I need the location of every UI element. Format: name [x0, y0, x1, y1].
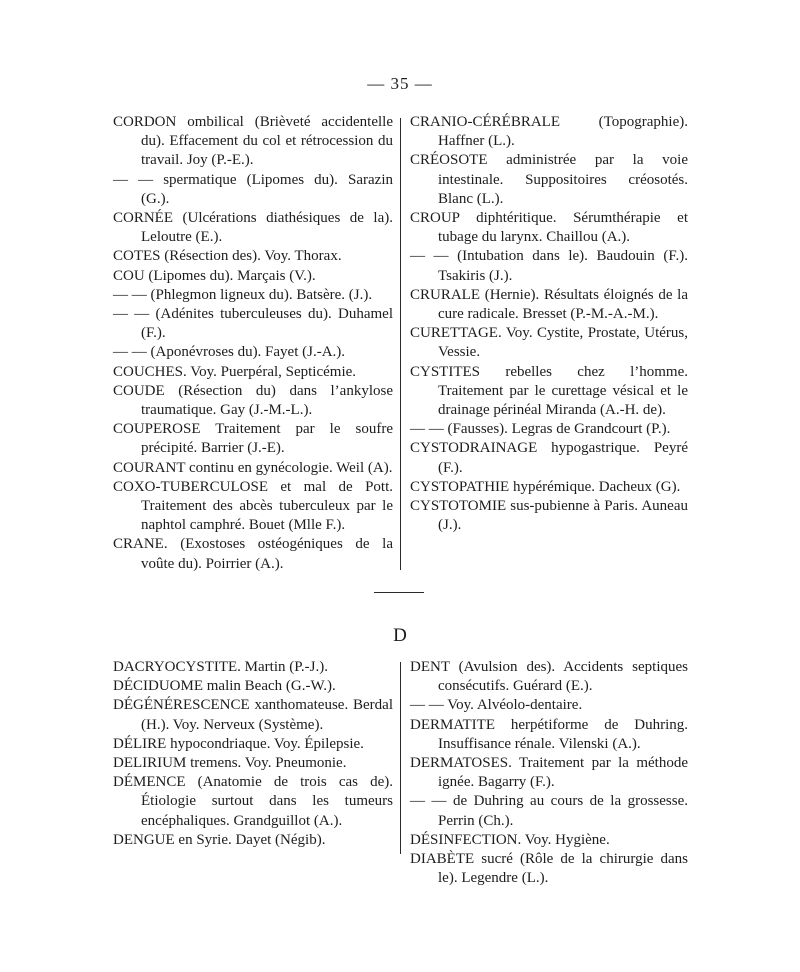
index-entry: DÉMENCE (Anatomie de trois cas de). Étiologie surtout dans les tumeurs encéphaliques. Grandguillot (A.).: [113, 774, 393, 829]
index-entry: CORNÉE (Ulcérations diathésiques de la). Leloutre (E.).: [113, 210, 393, 246]
index-entry: — — de Duhring au cours de la grossesse. Perrin (Ch.).: [410, 793, 688, 829]
index-column-right-d: [410, 658, 688, 888]
index-entry: — — (Fausses). Legras de Grandcourt (P.).: [410, 421, 671, 438]
column-divider: [400, 662, 401, 854]
index-entry: DÉLIRE hypocondriaque. Voy. Épilepsie.: [113, 735, 364, 752]
index-entry: COTES (Résection des). Voy. Thorax.: [113, 248, 342, 265]
index-entry: — — (Phlegmon ligneux du). Batsère. (J.).: [113, 286, 373, 303]
index-entry: CROUP diphtéritique. Sérumthérapie et tubage du larynx. Chaillou (A.).: [410, 210, 688, 246]
page-number: — 35 —: [367, 74, 433, 93]
section-heading-d: D: [393, 625, 407, 646]
index-entry: — — (Adénites tuberculeuses du). Duhamel (F.).: [113, 306, 393, 342]
index-column-left-c: [113, 113, 393, 574]
index-entry: DACRYOCYSTITE. Martin (P.-J.).: [113, 659, 329, 675]
index-column-left-d: [113, 658, 393, 850]
index-entry: CYSTOPATHIE hypérémique. Dacheux (G).: [410, 478, 681, 495]
index-entry: COUCHES. Voy. Puerpéral, Septicémie.: [113, 363, 357, 380]
section-separator: [374, 592, 424, 593]
index-entry: CORDON ombilical (Brièveté accidentelle du). Effacement du col et rétrocession du travail. Joy (P.-E.).: [113, 114, 393, 169]
index-entry: DENT (Avulsion des). Accidents septiques consécutifs. Guérard (E.).: [410, 659, 688, 695]
index-entry: DÉSINFECTION. Voy. Hygiène.: [410, 831, 610, 848]
index-entry: DÉCIDUOME malin Beach (G.-W.).: [113, 678, 336, 695]
column-divider: [400, 118, 401, 570]
index-entry: — — (Intubation dans le). Baudouin (F.). Tsakiris (J.).: [410, 248, 688, 284]
index-entry: COU (Lipomes du). Marçais (V.).: [113, 267, 316, 284]
index-entry: CYSTITES rebelles chez l’homme. Traitement par le curettage vésical et le drainage périnéal Miranda (A.-H. de).: [410, 363, 688, 419]
index-entry: CYSTODRAINAGE hypogastrique. Peyré (F.).: [410, 440, 688, 476]
index-entry: COXO-TUBERCULOSE et mal de Pott. Traitement des abcès tuberculeux par le naphtol camphré. Bouet (Mlle F.).: [113, 478, 393, 534]
index-entry: COUPEROSE Traitement par le soufre précipité. Barrier (J.-E).: [113, 421, 393, 457]
index-entry: DERMATITE herpétiforme de Duhring. Insuffisance rénale. Vilenski (A.).: [410, 716, 688, 752]
index-entry: — — Voy. Alvéolo-dentaire.: [410, 697, 583, 714]
index-entry: CRANIO-CÉRÉBRALE (Topographie). Haffner (L.).: [410, 114, 688, 150]
index-entry: DENGUE en Syrie. Dayet (Négib).: [113, 831, 326, 848]
index-entry: DELIRIUM tremens. Voy. Pneumonie.: [113, 755, 347, 772]
index-entry: CURETTAGE. Voy. Cystite, Prostate, Utérus, Vessie.: [410, 325, 688, 361]
index-entry: CRÉOSOTE administrée par la voie intestinale. Suppositoires créosotés. Blanc (L.).: [410, 152, 688, 207]
index-entry: CRANE. (Exostoses ostéogéniques de la voûte du). Poirrier (A.).: [113, 536, 393, 572]
index-entry: — — (Aponévroses du). Fayet (J.-A.).: [113, 344, 346, 361]
index-entry: CRURALE (Hernie). Résultats éloignés de la cure radicale. Bresset (P.-M.-A.-M.).: [410, 286, 688, 323]
index-entry: COURANT continu en gynécologie. Weil (A).: [113, 459, 393, 476]
index-entry: DIABÈTE sucré (Rôle de la chirurgie dans le). Legendre (L.).: [410, 851, 688, 887]
index-entry: DERMATOSES. Traitement par la méthode ignée. Bagarry (F.).: [410, 755, 688, 791]
index-entry: CYSTOTOMIE sus-pubienne à Paris. Auneau (J.).: [410, 498, 688, 534]
index-column-right-c: [410, 113, 688, 535]
index-entry: COUDE (Résection du) dans l’ankylose traumatique. Gay (J.-M.-L.).: [113, 382, 393, 419]
index-entry: — — spermatique (Lipomes du). Sarazin (G.).: [113, 171, 393, 207]
index-entry: DÉGÉNÉRESCENCE xanthomateuse. Berdal (H.). Voy. Nerveux (Système).: [113, 697, 393, 733]
